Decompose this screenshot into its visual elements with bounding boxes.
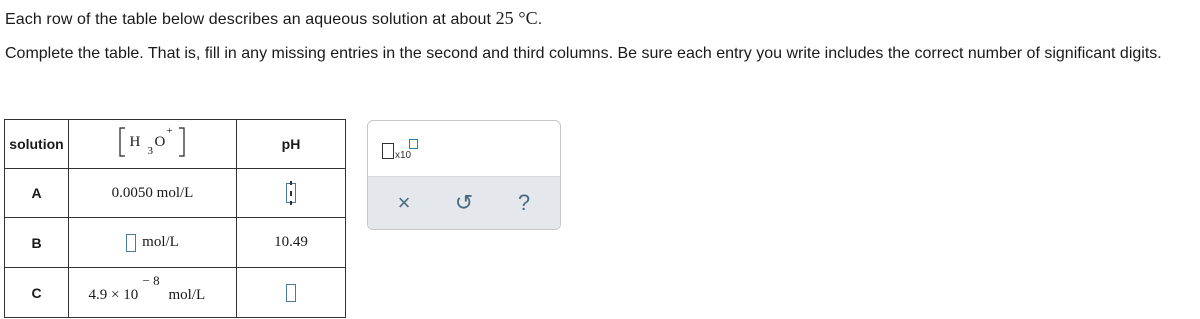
row-c-unit: mol/L <box>168 287 206 303</box>
table-header-row <box>5 120 346 169</box>
intro-temperature: 25 °C <box>495 8 538 28</box>
base-box-icon <box>382 143 394 159</box>
h3o-plus: + <box>166 124 173 137</box>
h3o-formula <box>117 125 189 159</box>
x10-button[interactable] <box>382 139 432 163</box>
header-solution: solution <box>5 120 69 169</box>
h3o-h: H <box>129 133 141 150</box>
row-a-solution: A <box>5 169 69 218</box>
row-b-h3o-cell <box>69 218 237 268</box>
exponent-box-icon <box>409 139 418 149</box>
row-c-base: 4.9 × 10 <box>88 287 139 303</box>
row-b-ph: 10.49 <box>237 218 346 268</box>
help-icon[interactable]: ? <box>517 190 531 215</box>
undo-icon[interactable]: ↺ <box>454 190 474 215</box>
instructions: Complete the table. That is, fill in any missing entries in the second and third columns. Be sure each entry you write includes the correct number of significant digits. <box>5 45 1162 62</box>
header-ph: pH <box>237 120 346 169</box>
row-c-h3o <box>69 268 237 318</box>
row-a-ph-cell <box>237 169 346 218</box>
palette-top <box>368 121 560 178</box>
clear-icon[interactable]: × <box>397 190 411 215</box>
intro-suffix: . <box>537 11 543 28</box>
row-c-ph-cell <box>237 268 346 318</box>
row-a-ph-input[interactable] <box>284 183 298 203</box>
x10-label: x10 <box>395 150 412 161</box>
row-b-h3o-input[interactable] <box>126 234 136 252</box>
row-c-solution: C <box>5 268 69 318</box>
table-row <box>5 218 346 268</box>
header-h3o <box>69 120 237 169</box>
row-a-h3o: 0.0050 mol/L <box>69 169 237 218</box>
intro-line <box>5 8 542 29</box>
row-b-solution: B <box>5 218 69 268</box>
row-b-unit: mol/L <box>142 233 179 250</box>
table-row <box>5 169 346 218</box>
table-row <box>5 268 346 318</box>
row-c-ph-input[interactable] <box>286 284 296 302</box>
solution-table <box>4 119 346 318</box>
answer-palette <box>367 120 561 230</box>
intro-prefix: Each row of the table below describes an aqueous solution at about <box>5 11 496 28</box>
row-c-exponent: − 8 <box>142 273 160 288</box>
row-c-sci-value <box>83 275 223 305</box>
h3o-sub: 3 <box>147 144 153 157</box>
h3o-o: O <box>154 133 166 150</box>
